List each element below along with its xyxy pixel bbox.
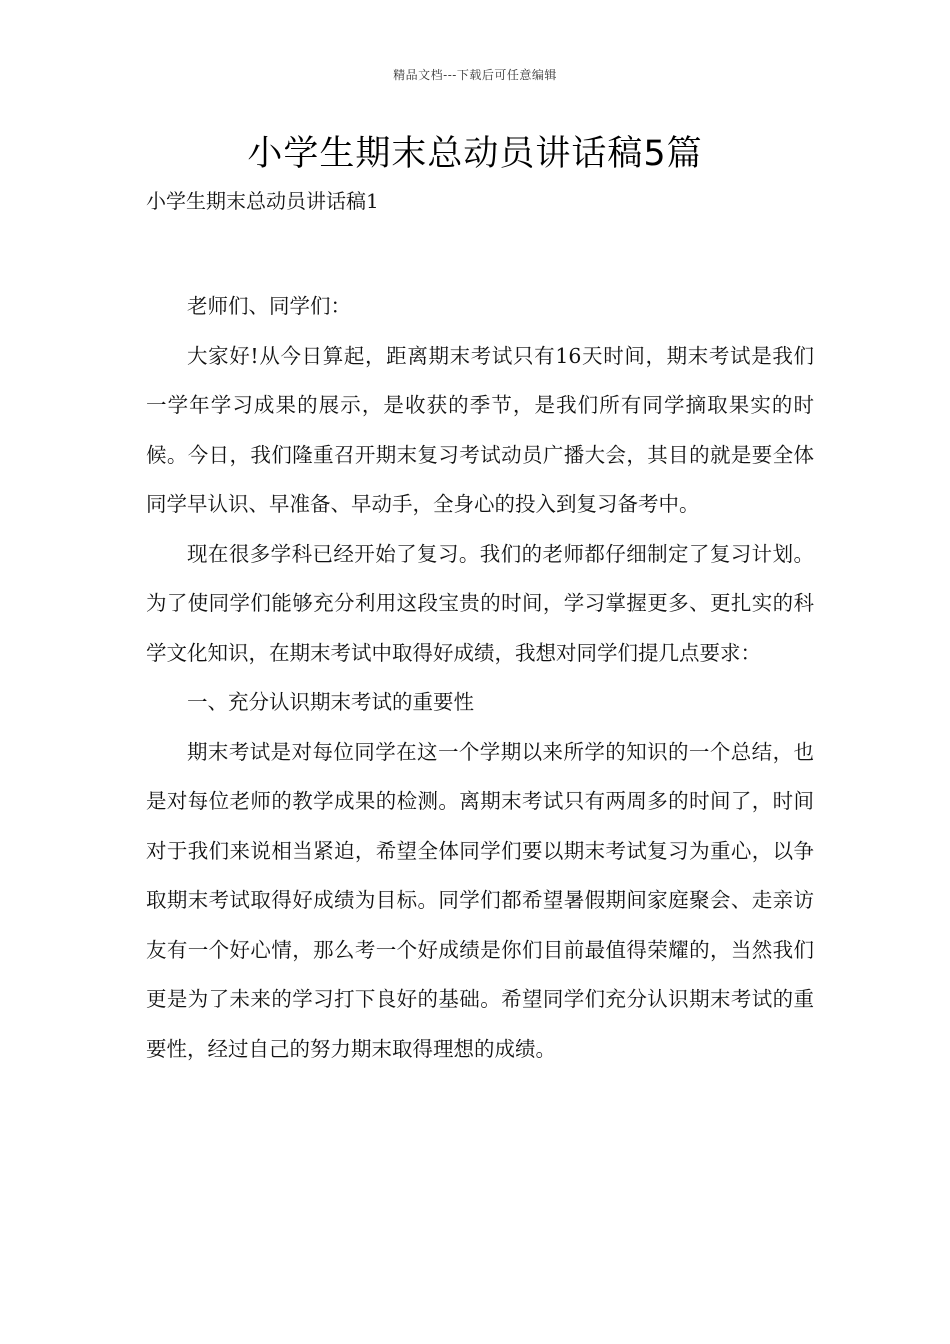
paragraph-importance: 期末考试是对每位同学在这一个学期以来所学的知识的一个总结，也是对每位老师的教学成果的检测。离期末考试只有两周多的时间了，时间对于我们来说相当紧迫，希望全体同学们要以期末考试复习为重心，以争取期末考试取得好成绩为目标。同学们都希望暑假期间家庭聚会、走亲访友有一个好心情，那么考一个好成绩是你们目前最值得荣耀的，当然我们更是为了未来的学习打下良好的基础。希望同学们充分认识期末考试的重要性，经过自己的努力期末取得理想的成绩。 (146, 739, 814, 1061)
document-body (146, 282, 814, 1074)
paragraph-intro: 大家好!从今日算起，距离期末考试只有16天时间，期末考试是我们一学年学习成果的展示，是收获的季节，是我们所有同学摘取果实的时候。今日，我们隆重召开期末复习考试动员广播大会，其目的就是要全体同学早认识、早准备、早动手，全身心的投入到复习备考中。 (146, 343, 814, 516)
paragraph-heading-1: 一、充分认识期末考试的重要性 (187, 690, 474, 714)
header-note: 精品文档---下载后可任意编辑 (393, 68, 557, 82)
document-title: 小学生期末总动员讲话稿5篇 (247, 134, 703, 174)
paragraph-review: 现在很多学科已经开始了复习。我们的老师都仔细制定了复习计划。为了使同学们能够充分利用这段宝贵的时间，学习掌握更多、更扎实的科学文化知识，在期末考试中取得好成绩，我想对同学们提几点要求： (146, 541, 814, 665)
section-subtitle: 小学生期末总动员讲话稿1 (146, 189, 379, 213)
paragraph-salutation: 老师们、同学们： (187, 294, 351, 318)
